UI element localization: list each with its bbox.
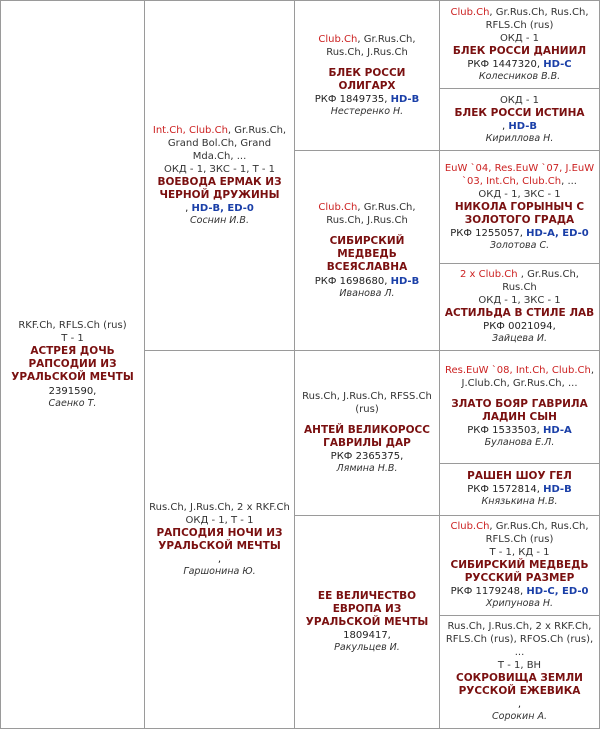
registration-number: РКФ 1572814, bbox=[467, 484, 544, 496]
dog-owner: Иванова Л. bbox=[339, 287, 395, 299]
registration-number: РКФ 1849735, bbox=[314, 93, 391, 105]
dog-owner: Зайцева И. bbox=[492, 333, 547, 345]
pedigree-dog-gen4 bbox=[439, 463, 600, 516]
dog-awards: Т - 1, КД - 1 bbox=[489, 547, 550, 559]
dog-owner: Саенко Т. bbox=[48, 397, 97, 409]
dog-registration bbox=[467, 483, 571, 496]
champion-titles: Club.Ch bbox=[318, 33, 358, 45]
dog-registration bbox=[185, 202, 254, 215]
dog-registration bbox=[467, 424, 572, 437]
dog-registration: , bbox=[217, 553, 222, 565]
registration-number: РКФ 1255057, bbox=[450, 227, 527, 239]
pedigree-dog-gen4 bbox=[439, 615, 600, 729]
dog-registration bbox=[315, 93, 419, 106]
dog-awards: ОКД - 1 bbox=[499, 94, 540, 106]
pedigree-dog-gen2-sire bbox=[144, 0, 295, 351]
registration-number: РКФ 1698680, bbox=[314, 275, 391, 287]
dog-awards: Т - 1, ВН bbox=[497, 660, 542, 672]
dog-registration: РКФ 2365375, bbox=[330, 451, 404, 463]
dog-awards: ОКД - 1, Т - 1 bbox=[185, 514, 254, 526]
champion-titles: Club.Ch bbox=[318, 202, 358, 214]
dog-titles bbox=[299, 33, 435, 59]
dog-owner: Сорокин А. bbox=[492, 711, 547, 723]
registration-number: , bbox=[185, 202, 192, 214]
registration-number: РКФ 1447320, bbox=[467, 58, 544, 70]
dog-titles bbox=[444, 6, 595, 32]
dog-name: БЛЕК РОССИ ИСТИНА bbox=[454, 106, 585, 119]
health-scores: HD-A, ED-0 bbox=[526, 227, 589, 239]
dog-name: НИКОЛА ГОРЫНЫЧ С ЗОЛОТОГО ГРАДА bbox=[454, 200, 585, 226]
dog-name: СИБИРСКИЙ МЕДВЕДЬ ВСЕЯСЛАВНА bbox=[326, 235, 408, 274]
dog-name: ВОЕВОДА ЕРМАК ИЗ ЧЕРНОЙ ДРУЖИНЫ bbox=[157, 175, 282, 201]
pedigree-dog-gen4 bbox=[439, 150, 600, 264]
registration-number: РКФ 1179248, bbox=[450, 586, 527, 598]
dog-registration bbox=[451, 585, 589, 598]
dog-owner: Нестеренко Н. bbox=[330, 105, 404, 117]
health-scores: HD-C, ED-0 bbox=[526, 586, 589, 598]
dog-name: ЕЕ ВЕЛИЧЕСТВО ЕВРОПА ИЗ УРАЛЬСКОЙ МЕЧТЫ bbox=[305, 589, 429, 628]
champion-titles: Res.EuW `08, Int.Ch, Club.Ch bbox=[444, 365, 591, 377]
dog-awards: ОКД - 1 bbox=[499, 32, 540, 44]
other-titles: , J.Club.Ch, Gr.Rus.Ch, ... bbox=[461, 365, 595, 390]
health-scores: HD-A bbox=[543, 425, 572, 437]
dog-awards: ОКД - 1, ЗКС - 1 bbox=[478, 188, 561, 200]
dog-owner: Гаршонина Ю. bbox=[183, 565, 256, 577]
dog-titles bbox=[149, 124, 290, 163]
dog-name: СИБИРСКИЙ МЕДВЕДЬ РУССКИЙ РАЗМЕР bbox=[450, 559, 589, 585]
dog-titles: RKF.Ch, RFLS.Ch (rus) bbox=[18, 320, 127, 332]
health-scores: HD-B bbox=[543, 484, 572, 496]
dog-name: РАПСОДИЯ НОЧИ ИЗ УРАЛЬСКОЙ МЕЧТЫ bbox=[156, 526, 283, 552]
other-titles: , Gr.Rus.Ch, Rus.Ch, RFLS.Ch (rus) bbox=[485, 521, 589, 546]
dog-owner: Лямина Н.В. bbox=[336, 463, 398, 475]
pedigree-dog-gen3 bbox=[294, 515, 440, 729]
pedigree-dog-gen1 bbox=[0, 0, 145, 729]
dog-titles: Rus.Ch, J.Rus.Ch, RFSS.Ch (rus) bbox=[302, 391, 432, 416]
dog-titles: Rus.Ch, J.Rus.Ch, 2 x RKF.Ch, RFLS.Ch (rus), RFOS.Ch (rus), ... bbox=[445, 621, 594, 659]
dog-titles bbox=[444, 364, 595, 390]
pedigree-dog-gen4 bbox=[439, 350, 600, 464]
dog-owner: Буланова Е.Л. bbox=[484, 437, 555, 449]
pedigree-dog-gen4 bbox=[439, 515, 600, 616]
dog-owner: Колесников В.В. bbox=[478, 70, 561, 82]
dog-name: СОКРОВИЩА ЗЕМЛИ РУССКОЙ ЕЖЕВИКА bbox=[456, 672, 583, 698]
champion-titles: Club.Ch bbox=[450, 6, 490, 18]
registration-number: РКФ 1533503, bbox=[467, 425, 544, 437]
dog-titles bbox=[444, 162, 595, 188]
dog-registration: 2391590, bbox=[48, 385, 97, 397]
dog-name: РАШЕН ШОУ ГЕЛ bbox=[467, 470, 572, 483]
dog-awards: ОКД - 1, ЗКС - 1 bbox=[478, 295, 561, 307]
dog-registration bbox=[467, 58, 571, 71]
other-titles: , Gr.Rus.Ch, Rus.Ch bbox=[502, 269, 579, 294]
dog-registration: 1809417, bbox=[343, 630, 391, 642]
dog-name: ЗЛАТО БОЯР ГАВРИЛА ЛАДИН СЫН bbox=[451, 398, 588, 424]
pedigree-dog-gen4 bbox=[439, 263, 600, 351]
dog-owner: Хрипунова Н. bbox=[485, 598, 554, 610]
dog-registration: , bbox=[517, 699, 522, 711]
dog-awards: ОКД - 1, ЗКС - 1, Т - 1 bbox=[163, 163, 276, 175]
registration-number: , bbox=[502, 120, 509, 132]
pedigree-dog-gen4 bbox=[439, 88, 600, 151]
pedigree-dog-gen3 bbox=[294, 150, 440, 351]
dog-owner: Соснин И.В. bbox=[190, 214, 249, 226]
dog-titles bbox=[299, 201, 435, 227]
health-scores: HD-B bbox=[390, 93, 420, 105]
dog-owner: Кириллова Н. bbox=[485, 132, 554, 144]
dog-owner: Золотова С. bbox=[489, 239, 550, 251]
dog-name: БЛЕК РОССИ ДАНИИЛ bbox=[452, 44, 587, 57]
dog-owner: Князькина Н.В. bbox=[481, 496, 558, 508]
pedigree-dog-gen4 bbox=[439, 0, 600, 89]
dog-titles bbox=[444, 520, 595, 546]
dog-registration bbox=[502, 120, 537, 133]
other-titles: , Gr.Rus.Ch, Rus.Ch, J.Rus.Ch bbox=[326, 202, 416, 227]
health-scores: HD-B bbox=[508, 120, 537, 132]
dog-registration bbox=[450, 227, 588, 240]
dog-name: АСТИЛЬДА В СТИЛЕ ЛАВ bbox=[444, 307, 595, 320]
other-titles: , Gr.Rus.Ch, Grand Bol.Ch, Grand Mda.Ch, ... bbox=[167, 124, 287, 162]
other-titles: , Gr.Rus.Ch, Rus.Ch, RFLS.Ch (rus) bbox=[485, 6, 589, 31]
pedigree-dog-gen3 bbox=[294, 0, 440, 151]
other-titles: , Gr.Rus.Ch, Rus.Ch, J.Rus.Ch bbox=[326, 33, 416, 58]
dog-name: АСТРЕЯ ДОЧЬ РАПСОДИИ ИЗ УРАЛЬСКОЙ МЕЧТЫ bbox=[11, 345, 134, 384]
champion-titles: EuW `04, Res.EuW `07, J.EuW `03, Int.Ch, Club.Ch bbox=[444, 162, 595, 187]
dog-registration: РКФ 0021094, bbox=[483, 321, 556, 333]
dog-registration bbox=[315, 275, 419, 288]
dog-name: БЛЕК РОССИ ОЛИГАРХ bbox=[328, 66, 406, 92]
pedigree-dog-gen2-dam bbox=[144, 350, 295, 729]
dog-name: АНТЕЙ ВЕЛИКОРОСС ГАВРИЛЫ ДАР bbox=[304, 424, 430, 450]
dog-titles bbox=[444, 268, 595, 294]
dog-awards: Т - 1 bbox=[61, 333, 84, 345]
champion-titles: Int.Ch, Club.Ch bbox=[152, 124, 228, 136]
pedigree-dog-gen3 bbox=[294, 350, 440, 516]
health-scores: HD-B bbox=[390, 275, 420, 287]
champion-titles: Club.Ch bbox=[450, 521, 490, 533]
dog-titles: Rus.Ch, J.Rus.Ch, 2 x RKF.Ch bbox=[149, 501, 290, 513]
health-scores: HD-B, ED-0 bbox=[191, 202, 254, 214]
dog-owner: Ракульцев И. bbox=[334, 642, 400, 654]
other-titles: , ... bbox=[561, 175, 577, 187]
champion-titles: 2 x Club.Ch bbox=[460, 269, 518, 281]
health-scores: HD-C bbox=[543, 58, 572, 70]
